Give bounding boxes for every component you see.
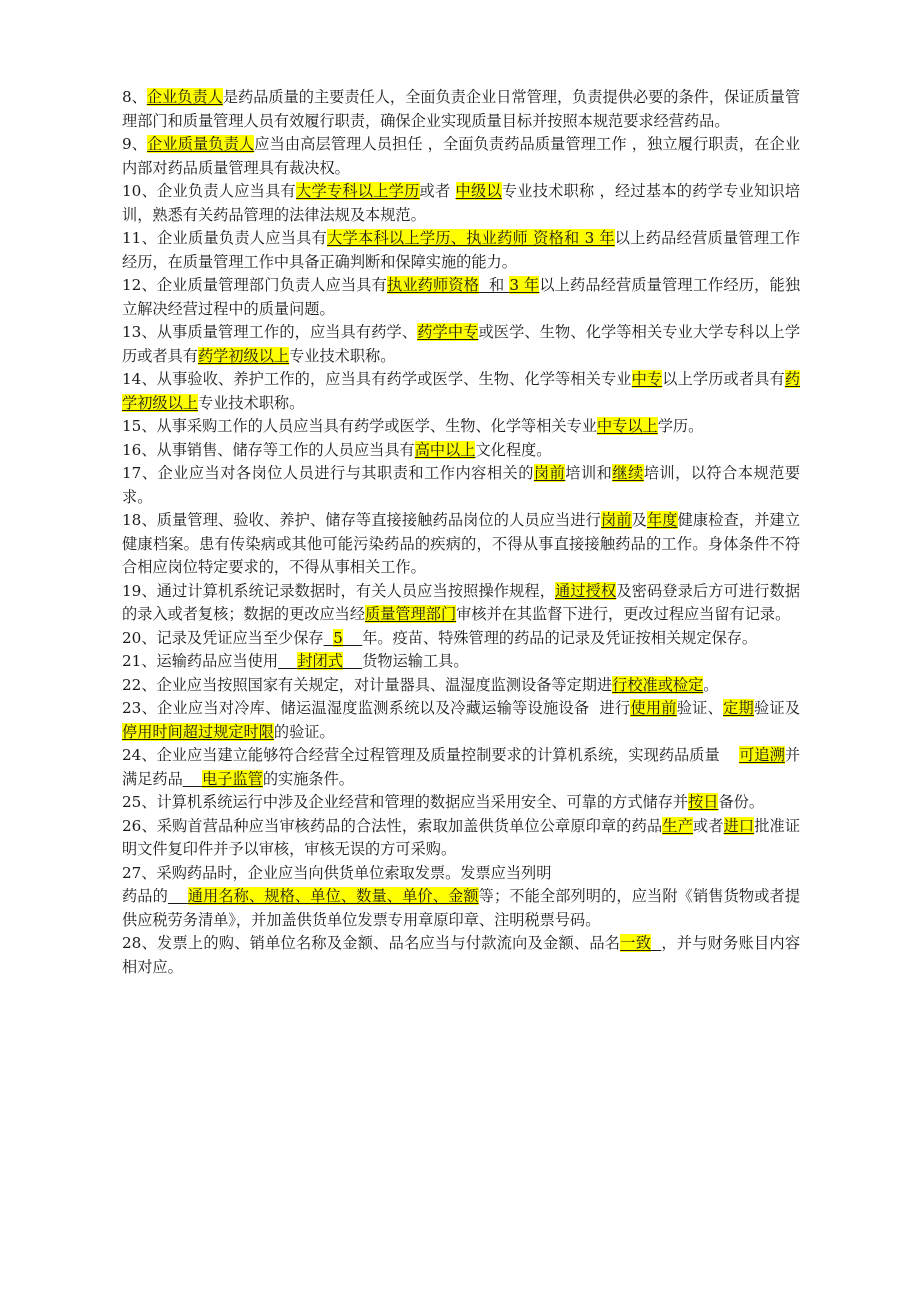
question-text: 药品的	[122, 887, 168, 905]
question-text: 审核并在其监督下进行，更改过程应当留有记录。	[456, 605, 791, 623]
answer-blank: 和	[479, 276, 510, 294]
highlighted-answer: 中级以	[455, 182, 502, 200]
highlighted-answer: 继续	[612, 464, 644, 482]
question-item	[122, 439, 800, 463]
highlighted-answer: 岗前	[533, 464, 566, 482]
question-text: 以上学历或者具有	[662, 370, 785, 388]
answer-blank	[324, 629, 334, 647]
question-item	[122, 580, 800, 627]
question-text: 并满足药品	[122, 746, 801, 788]
question-text: 26、采购首营品种应当审核药品的合法性，索取加盖供货单位公章原印章的药品	[122, 816, 663, 835]
highlighted-answer: 一致	[620, 934, 652, 952]
question-item	[122, 321, 800, 368]
question-text: 22、企业应当按照国家有关规定，对计量器具、温湿度监测设备等定期进	[122, 675, 613, 694]
question-text: 20、记录及凭证应当至少保存	[122, 628, 324, 647]
answer-blank	[651, 934, 661, 952]
highlighted-answer: 大学专科以上学历	[296, 182, 420, 200]
question-text: 的验证。	[273, 722, 335, 741]
question-text: 19、通过计算机系统记录数据时，有关人员应当按照操作规程，	[122, 581, 556, 600]
highlighted-answer: 中专以上	[596, 417, 658, 435]
question-text: 文化程度。	[475, 440, 552, 459]
question-text: 23、企业应当对冷库、储运温湿度监测系统以及冷藏运输等设施设备 进行	[122, 699, 631, 717]
question-text: 16、从事销售、储存等工作的人员应当具有	[122, 440, 415, 459]
question-item	[122, 509, 800, 580]
question-text: 14、从事验收、养护工作的，应当具有药学或医学、生物、化学等相关专业	[122, 370, 632, 388]
question-item	[122, 86, 800, 133]
question-item	[122, 862, 800, 886]
question-text: 。	[703, 675, 719, 694]
question-text: 及密码登录后方可进行数据的录入或者复核；数据的更改应当经	[122, 581, 801, 623]
highlighted-answer: 使用前	[630, 699, 677, 717]
answer-blank	[343, 629, 362, 647]
answer-blank	[343, 652, 362, 670]
highlighted-answer: 进口	[723, 816, 755, 835]
question-text: 15、从事采购工作的人员应当具有药学或医学、生物、化学等相关专业	[122, 417, 597, 435]
question-text: 10、企业负责人应当具有	[122, 182, 296, 200]
question-text: 及	[631, 511, 647, 529]
question-text: 验证、	[676, 699, 724, 717]
question-item	[122, 227, 800, 274]
question-text: ，并与财务账目内容相对应。	[122, 934, 801, 976]
question-text: 培训和	[565, 464, 613, 482]
question-text: 验证及	[753, 699, 801, 717]
question-text: 以上药品经营质量管理工作经历，在质量管理工作中具备正确判断和保障实施的能力。	[122, 229, 801, 271]
question-text: 专业技术职称 ，经过基本的药学专业知识培训，熟悉有关药品管理的法律法规及本规范。	[122, 182, 801, 224]
question-text: 应当由高层管理人员担任 ，全面负责药品质量管理工作 ，独立履行职责，在企业内部对药品质量管理具有裁决权。	[122, 135, 801, 177]
question-text: 或者	[692, 816, 724, 835]
highlighted-answer: 电子监管	[202, 769, 263, 788]
highlighted-answer: 3 年	[509, 276, 540, 294]
question-text: 年。疫苗、特殊管理的药品的记录及凭证按相关规定保存。	[362, 628, 758, 647]
highlighted-answer: 企业质量负责人	[147, 135, 255, 153]
highlighted-answer: 通用名称、规格、单位、数量、单价、金额	[187, 887, 479, 905]
question-text: 11、企业质量负责人应当具有	[122, 229, 328, 247]
question-item	[122, 462, 800, 509]
question-text: 27、采购药品时，企业应当向供货单位索取发票。发票应当列明	[122, 863, 552, 882]
highlighted-answer: 年度	[646, 511, 678, 529]
question-text: 备份。	[718, 793, 765, 811]
question-item	[122, 932, 800, 979]
highlighted-answer: 大学本科以上学历、执业药师 资格和 3 年	[327, 229, 615, 247]
highlighted-answer: 可追溯	[739, 746, 785, 764]
highlighted-answer: 药学初级以上	[122, 370, 801, 412]
document-page	[122, 86, 800, 979]
question-text: 13、从事质量管理工作的，应当具有药学、	[122, 323, 418, 341]
question-text: 或医学、生物、化学等相关专业大学专科以上学历或者具有	[122, 323, 801, 365]
highlighted-answer: 执业药师资格	[386, 276, 480, 294]
question-item	[122, 627, 800, 651]
question-text: 12、企业质量管理部门负责人应当具有	[122, 276, 387, 294]
highlighted-answer: 质量管理部门	[365, 605, 457, 623]
answer-blank	[278, 652, 297, 670]
highlighted-answer: 中专	[631, 370, 663, 388]
question-item	[122, 274, 800, 321]
question-item	[122, 815, 800, 862]
question-item	[122, 415, 800, 439]
question-item	[122, 368, 800, 415]
highlighted-answer: 5	[333, 628, 343, 647]
question-text: 学历。	[657, 417, 704, 435]
highlighted-answer: 岗前	[601, 511, 632, 529]
highlighted-answer: 按日	[688, 793, 719, 811]
question-text: 专业技术职称。	[197, 393, 305, 412]
highlighted-answer: 停用时间超过规定时限	[122, 722, 274, 741]
question-item	[122, 885, 800, 932]
question-text: 货物运输工具。	[362, 652, 469, 670]
question-item	[122, 133, 800, 180]
question-text: 17、企业应当对各岗位人员进行与其职责和工作内容相关的	[122, 464, 534, 482]
question-text: 25、计算机系统运行中涉及企业经营和管理的数据应当采用安全、可靠的方式储存并	[122, 793, 689, 811]
question-text: 专业技术职称。	[289, 346, 396, 365]
highlighted-answer: 生产	[662, 816, 693, 835]
question-text: 24、企业应当建立能够符合经营全过程管理及质量控制要求的计算机系统，实现药品质量	[122, 746, 740, 764]
highlighted-answer: 通过授权	[555, 581, 617, 600]
question-text: 28、发票上的购、销单位名称及金额、品名应当与付款流向及金额、品名	[122, 934, 621, 952]
answer-blank	[183, 770, 202, 788]
question-text: 培训，以符合本规范要求。	[122, 464, 801, 506]
highlighted-answer: 行校准或检定	[612, 675, 704, 694]
question-text: 是药品质量的主要责任人，全面负责企业日常管理，负责提供必要的条件，保证质量管理部门和质量管理人员有效履行职责，确保企业实现质量目标并按照本规范要求经营药品。	[122, 88, 801, 130]
question-text: 或者	[419, 182, 456, 200]
question-text: 9、	[122, 135, 148, 153]
question-item	[122, 697, 800, 744]
question-item	[122, 650, 800, 674]
answer-blank	[168, 887, 188, 905]
question-text: 21、运输药品应当使用	[122, 652, 279, 670]
highlighted-answer: 封闭式	[297, 652, 343, 670]
question-item	[122, 791, 800, 815]
question-text: 18、质量管理、验收、养护、储存等直接接触药品岗位的人员应当进行	[122, 511, 601, 529]
highlighted-answer: 药学中专	[417, 323, 479, 341]
question-item	[122, 744, 800, 791]
highlighted-answer: 企业负责人	[146, 88, 223, 106]
highlighted-answer: 药学初级以上	[197, 346, 290, 365]
question-text: 健康检查，并建立健康档案。患有传染病或其他可能污染药品的疾病的，不得从事直接接触药品的工作。身体条件不符合相应岗位特定要求的，不得从事相关工作。	[122, 511, 801, 576]
question-item	[122, 674, 800, 698]
question-text: 8、	[122, 88, 147, 106]
question-item	[122, 180, 800, 227]
highlighted-answer: 高中以上	[414, 440, 476, 459]
question-text: 等；不能全部列明的，应当附《销售货物或者提供应税劳务清单》，并加盖供货单位发票专用章原印章、注明税票号码。	[122, 887, 801, 929]
question-text: 批准证明文件复印件并予以审核，审核无误的方可采购。	[122, 816, 801, 858]
highlighted-answer: 定期	[723, 699, 754, 717]
question-text: 的实施条件。	[262, 769, 354, 788]
question-text: 以上药品经营质量管理工作经历，能独立解决经营过程中的质量问题。	[122, 276, 801, 318]
